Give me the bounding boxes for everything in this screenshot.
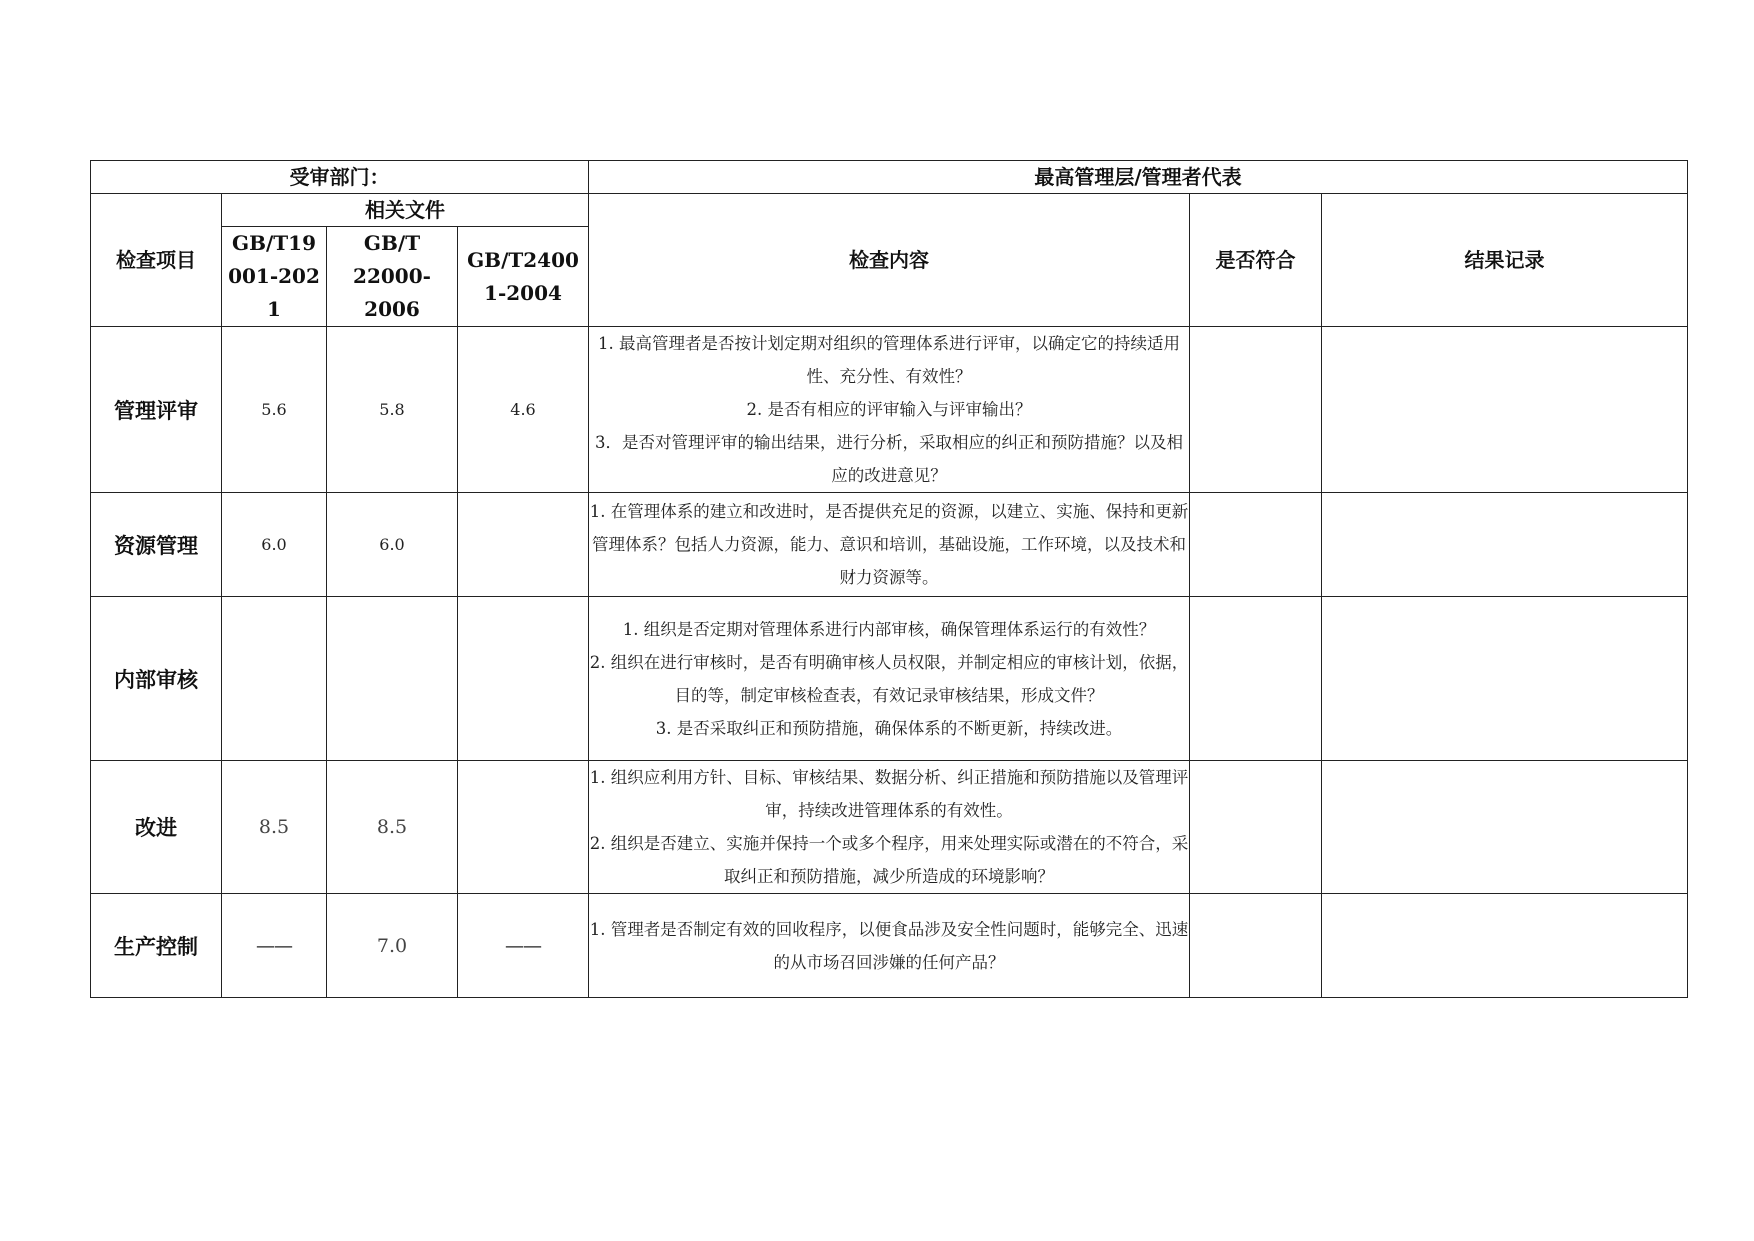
- col-header-conform: 是否符合: [1190, 194, 1322, 327]
- col-header-item: 检查项目: [91, 194, 222, 327]
- row-std3-clause: [458, 493, 589, 597]
- gbt22000-line-2: 22000-2006: [353, 264, 431, 321]
- check-point: 1. 在管理体系的建立和改进时，是否提供充足的资源，以建立、实施、保持和更新管理体系？包括人力资源，能力、意识和培训，基础设施，工作环境，以及技术和财力资源等。: [589, 502, 1189, 587]
- gbt19001-line-1: GB/T19: [231, 231, 316, 255]
- row-std2-clause: 7.0: [327, 894, 458, 998]
- row-conform-cell[interactable]: [1190, 493, 1322, 597]
- row-std1-clause: 8.5: [222, 761, 327, 894]
- table-row: [91, 894, 1688, 998]
- row-result-cell[interactable]: [1322, 597, 1688, 761]
- row-check-content: [589, 761, 1190, 894]
- check-point: 1. 管理者是否制定有效的回收程序，以便食品涉及安全性问题时，能够完全、迅速的从市场召回涉嫌的任何产品？: [589, 919, 1189, 972]
- row-check-content: [589, 894, 1190, 998]
- check-point: 2. 组织在进行审核时，是否有明确审核人员权限，并制定相应的审核计划，依据，目的等，制定审核检查表，有效记录审核结果，形成文件？: [589, 652, 1189, 705]
- row-conform-cell[interactable]: [1190, 761, 1322, 894]
- row-std1-clause: 5.6: [222, 327, 327, 493]
- row-std3-clause: [458, 761, 589, 894]
- check-point: 2. 组织是否建立、实施并保持一个或多个程序，用来处理实际或潜在的不符合，采取纠正和预防措施，减少所造成的环境影响？: [589, 834, 1189, 886]
- check-point: 3．是否对管理评审的输出结果，进行分析，采取相应的纠正和预防措施？以及相应的改进意见？: [595, 433, 1183, 485]
- row-item-name: 资源管理: [91, 493, 222, 597]
- row-std3-clause: [458, 597, 589, 761]
- row-std1-clause: 6.0: [222, 493, 327, 597]
- audited-dept-label: 受审部门：: [91, 161, 589, 194]
- table-row: [91, 761, 1688, 894]
- row-std2-clause: 6.0: [327, 493, 458, 597]
- row-result-cell[interactable]: [1322, 327, 1688, 493]
- row-item-name: 管理评审: [91, 327, 222, 493]
- row-result-cell[interactable]: [1322, 894, 1688, 998]
- row-std2-clause: 5.8: [327, 327, 458, 493]
- gbt22000-line-1: GB/T: [363, 231, 421, 255]
- audit-checklist-table: [90, 160, 1688, 998]
- col-header-gbt22000: [327, 227, 458, 327]
- table-row: [91, 327, 1688, 493]
- row-conform-cell[interactable]: [1190, 327, 1322, 493]
- gbt24001-line-2: 1-2004: [484, 280, 562, 305]
- row-std3-clause: 4.6: [458, 327, 589, 493]
- row-result-cell[interactable]: [1322, 493, 1688, 597]
- gbt19001-line-3: 1: [267, 297, 281, 321]
- row-item-name: 内部审核: [91, 597, 222, 761]
- row-std3-clause: ——: [458, 894, 589, 998]
- col-header-gbt19001: [222, 227, 327, 327]
- row-result-cell[interactable]: [1322, 761, 1688, 894]
- gbt24001-line-1: GB/T2400: [467, 247, 579, 272]
- table-row: [91, 493, 1688, 597]
- col-header-result: 结果记录: [1322, 194, 1688, 327]
- table-row: [91, 597, 1688, 761]
- col-header-gbt24001: [458, 227, 589, 327]
- check-point: 1. 组织是否定期对管理体系进行内部审核，确保管理体系运行的有效性？: [622, 619, 1156, 639]
- row-std2-clause: 8.5: [327, 761, 458, 894]
- check-point: 1. 组织应利用方针、目标、审核结果、数据分析、纠正措施和预防措施以及管理评审，持续改进管理体系的有效性。: [589, 768, 1189, 820]
- row-std2-clause: [327, 597, 458, 761]
- check-point: 3. 是否采取纠正和预防措施，确保体系的不断更新，持续改进。: [655, 718, 1123, 738]
- check-point: 2. 是否有相应的评审输入与评审输出？: [746, 400, 1032, 419]
- row-check-content: [589, 597, 1190, 761]
- row-check-content: [589, 493, 1190, 597]
- row-item-name: 生产控制: [91, 894, 222, 998]
- col-header-content: 检查内容: [589, 194, 1190, 327]
- row-std1-clause: ——: [222, 894, 327, 998]
- row-item-name: 改进: [91, 761, 222, 894]
- gbt19001-line-2: 001-202: [228, 264, 320, 288]
- col-header-related-docs: 相关文件: [222, 194, 589, 227]
- row-conform-cell[interactable]: [1190, 894, 1322, 998]
- row-std1-clause: [222, 597, 327, 761]
- row-conform-cell[interactable]: [1190, 597, 1322, 761]
- check-point: 1. 最高管理者是否按计划定期对组织的管理体系进行评审，以确定它的持续适用性、充分性、有效性？: [598, 334, 1180, 386]
- audited-dept-value: 最高管理层/管理者代表: [589, 161, 1688, 194]
- row-check-content: [589, 327, 1190, 493]
